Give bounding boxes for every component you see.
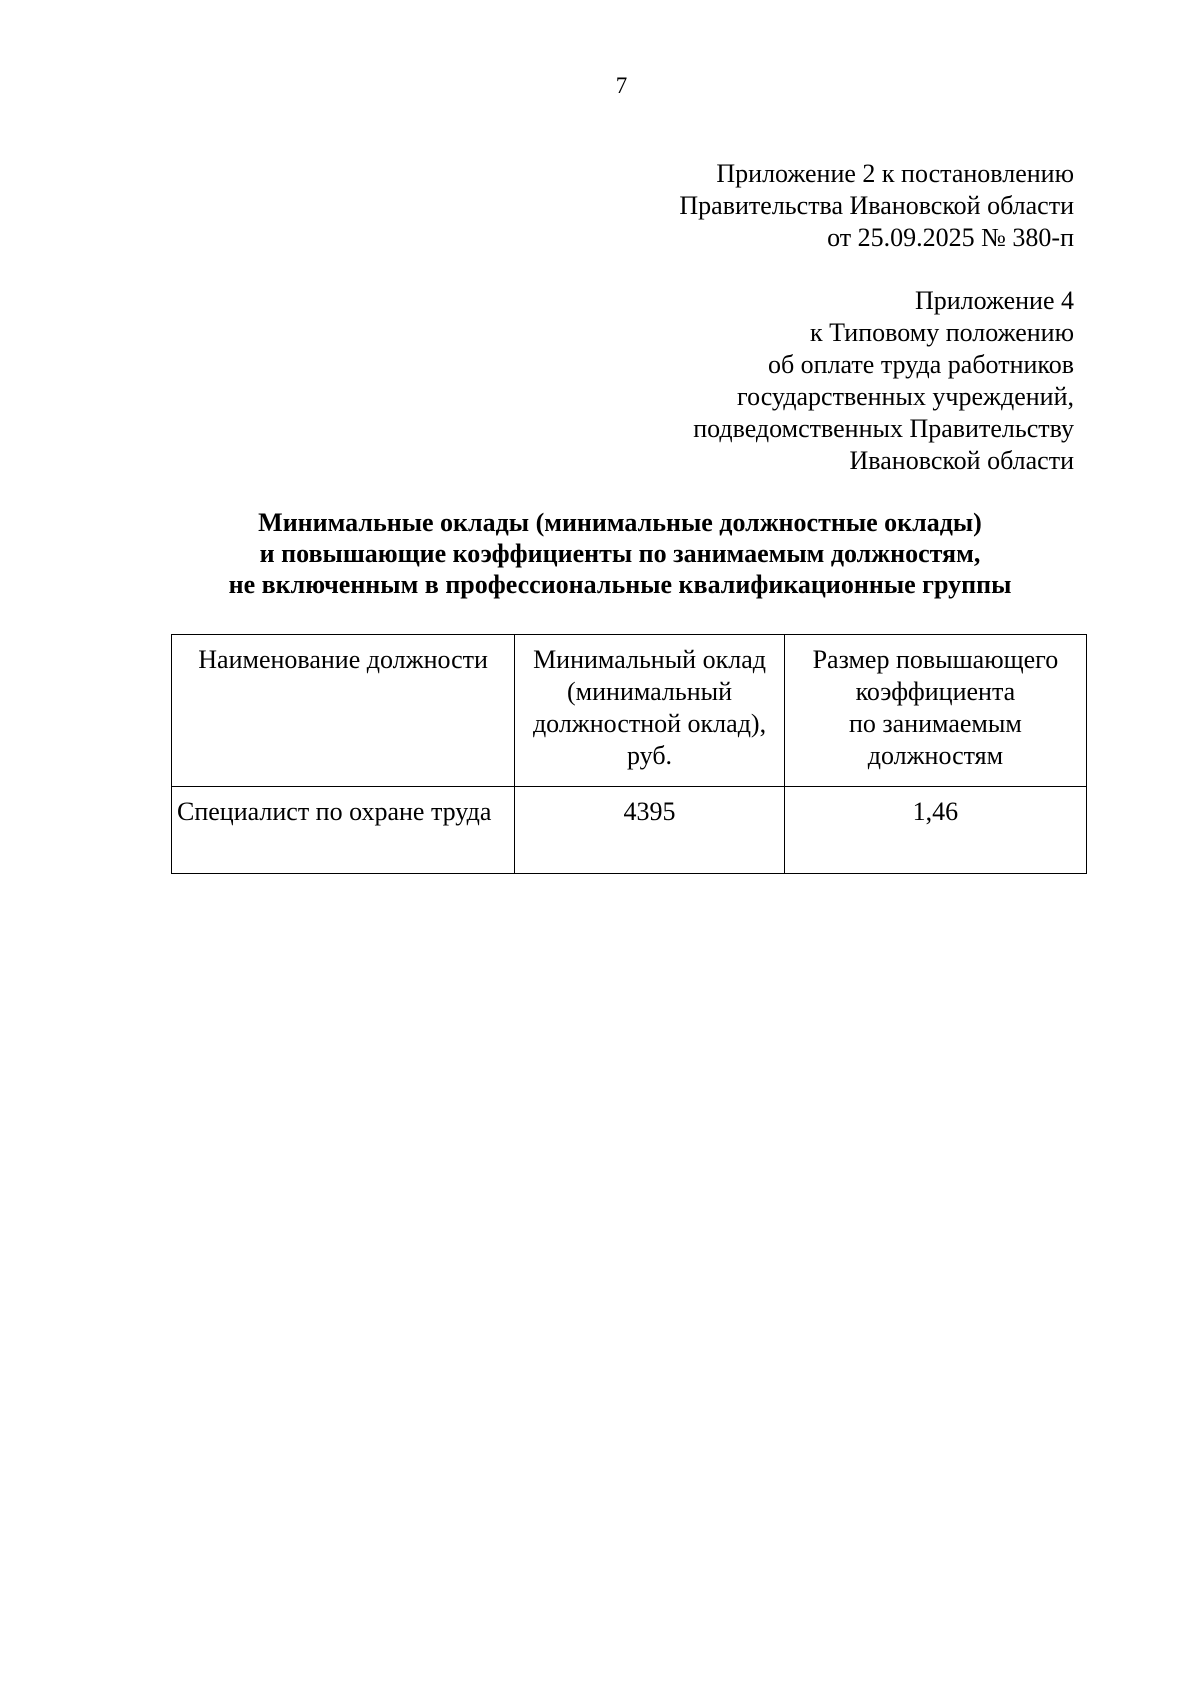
header-coefficient [784,635,1086,787]
header-minimum-salary [515,635,785,787]
header-line: должностной оклад), [532,709,767,738]
page-number: 7 [615,73,628,98]
header-line: Наименование должности [198,645,488,674]
header-line: должностям [867,741,1004,770]
cell-position-name: Специалист по охране труда [172,787,515,874]
appendix-header-line: Правительства Ивановской области [679,191,1074,220]
salary-table [171,634,1087,874]
appendix-header-line: от 25.09.2025 № 380-п [827,223,1074,252]
table-row [172,787,1087,874]
cell-minimum-salary: 4395 [515,787,785,874]
appendix-header-line: государственных учреждений, [737,382,1074,411]
appendix-header-regulation [693,285,1074,477]
header-position-name [172,635,515,787]
appendix-header-resolution [679,158,1074,254]
header-line: Размер повышающего [812,645,1059,674]
header-line: руб. [627,741,673,770]
appendix-header-line: Приложение 4 [914,286,1074,315]
appendix-header-line: Ивановской области [849,446,1074,475]
header-line: (минимальный [567,677,733,706]
appendix-header-line: Приложение 2 к постановлению [716,159,1074,188]
header-line: по занимаемым [849,709,1022,738]
header-line: коэффициента [855,677,1016,706]
document-title [170,507,1070,600]
table-header-row [172,635,1087,787]
header-line: Минимальный оклад [533,645,766,674]
appendix-header-line: к Типовому положению [809,318,1074,347]
title-line: и повышающие коэффициенты по занимаемым должностям, [259,539,981,568]
appendix-header-line: об оплате труда работников [767,350,1074,379]
title-line: не включенным в профессиональные квалификационные группы [228,570,1012,599]
title-line: Минимальные оклады (минимальные должностные оклады) [258,508,982,537]
appendix-header-line: подведомственных Правительству [693,414,1074,443]
cell-coefficient: 1,46 [784,787,1086,874]
